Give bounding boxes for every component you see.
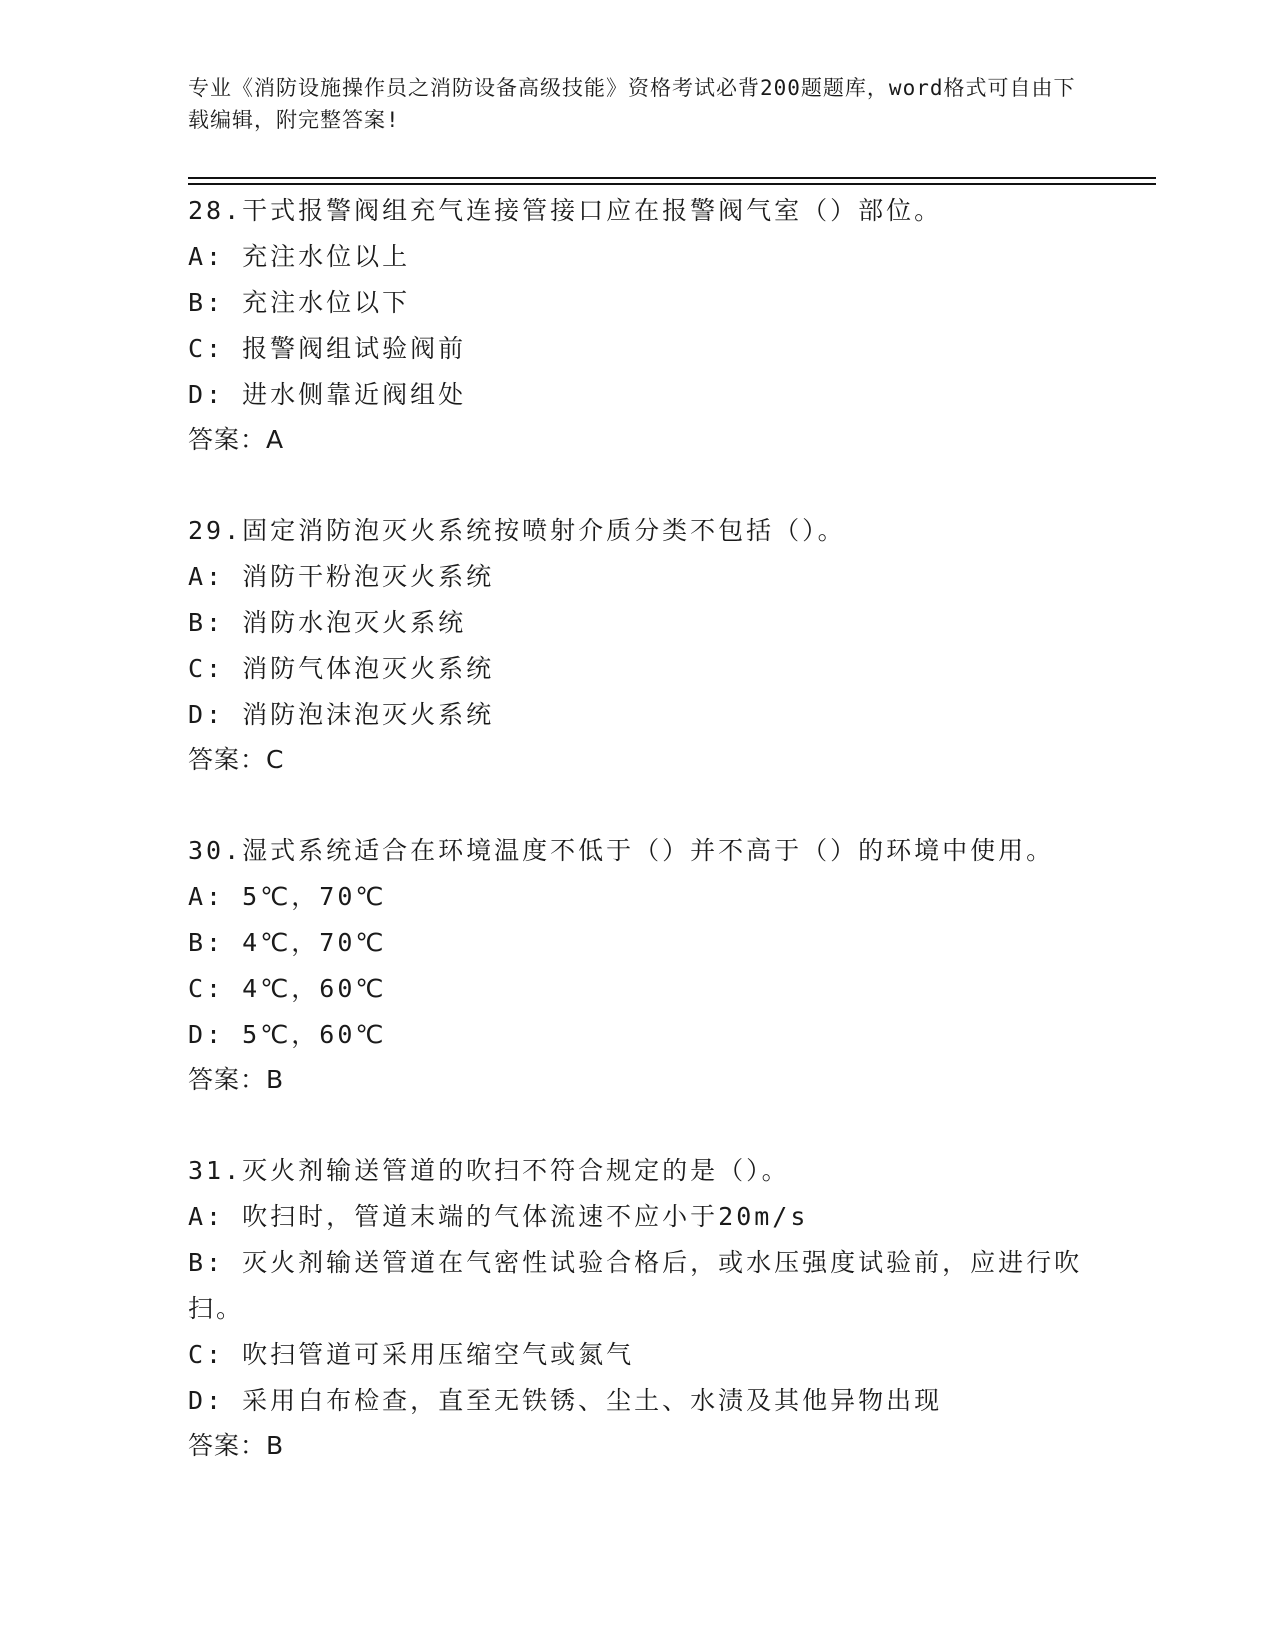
option-a: A: 消防干粉泡灭火系统 <box>188 562 495 591</box>
question-31 <box>188 1148 1088 1468</box>
option-d: D: 5℃，60℃ <box>188 1020 387 1049</box>
question-stem: 28.干式报警阀组充气连接管接口应在报警阀气室（）部位。 <box>188 196 943 225</box>
option-b: B: 4℃，70℃ <box>188 928 387 957</box>
answer-line: 答案：A <box>188 425 285 454</box>
question-stem: 30.湿式系统适合在环境温度不低于（）并不高于（）的环境中使用。 <box>188 836 1055 865</box>
option-b: B: 充注水位以下 <box>188 288 411 317</box>
header-rule-bottom <box>188 183 1156 185</box>
question-list <box>188 188 1088 1468</box>
question-29 <box>188 508 1088 782</box>
option-b: B: 灭火剂输送管道在气密性试验合格后，或水压强度试验前，应进行吹扫。 <box>188 1248 1083 1323</box>
answer-line: 答案：B <box>188 1065 285 1094</box>
option-a: A: 吹扫时，管道末端的气体流速不应小于20m/s <box>188 1202 809 1231</box>
option-d: D: 进水侧靠近阀组处 <box>188 380 467 409</box>
option-c: C: 报警阀组试验阀前 <box>188 334 467 363</box>
option-d: D: 采用白布检查，直至无铁锈、尘土、水渍及其他异物出现 <box>188 1386 943 1415</box>
question-stem: 31.灭火剂输送管道的吹扫不符合规定的是（）。 <box>188 1156 790 1185</box>
answer-line: 答案：C <box>188 745 285 774</box>
question-stem: 29.固定消防泡灭火系统按喷射介质分类不包括（）。 <box>188 516 846 545</box>
option-d: D: 消防泡沫泡灭火系统 <box>188 700 495 729</box>
document-header: 专业《消防设施操作员之消防设备高级技能》资格考试必背200题题库，word格式可自由下载编辑，附完整答案! <box>188 76 1076 132</box>
option-c: C: 4℃，60℃ <box>188 974 387 1003</box>
header-rule-top <box>188 177 1156 179</box>
option-a: A: 充注水位以上 <box>188 242 411 271</box>
question-30 <box>188 828 1088 1102</box>
option-b: B: 消防水泡灭火系统 <box>188 608 467 637</box>
option-a: A: 5℃，70℃ <box>188 882 387 911</box>
option-c: C: 吹扫管道可采用压缩空气或氮气 <box>188 1340 635 1369</box>
option-c: C: 消防气体泡灭火系统 <box>188 654 495 683</box>
question-28 <box>188 188 1088 462</box>
answer-line: 答案：B <box>188 1431 285 1460</box>
